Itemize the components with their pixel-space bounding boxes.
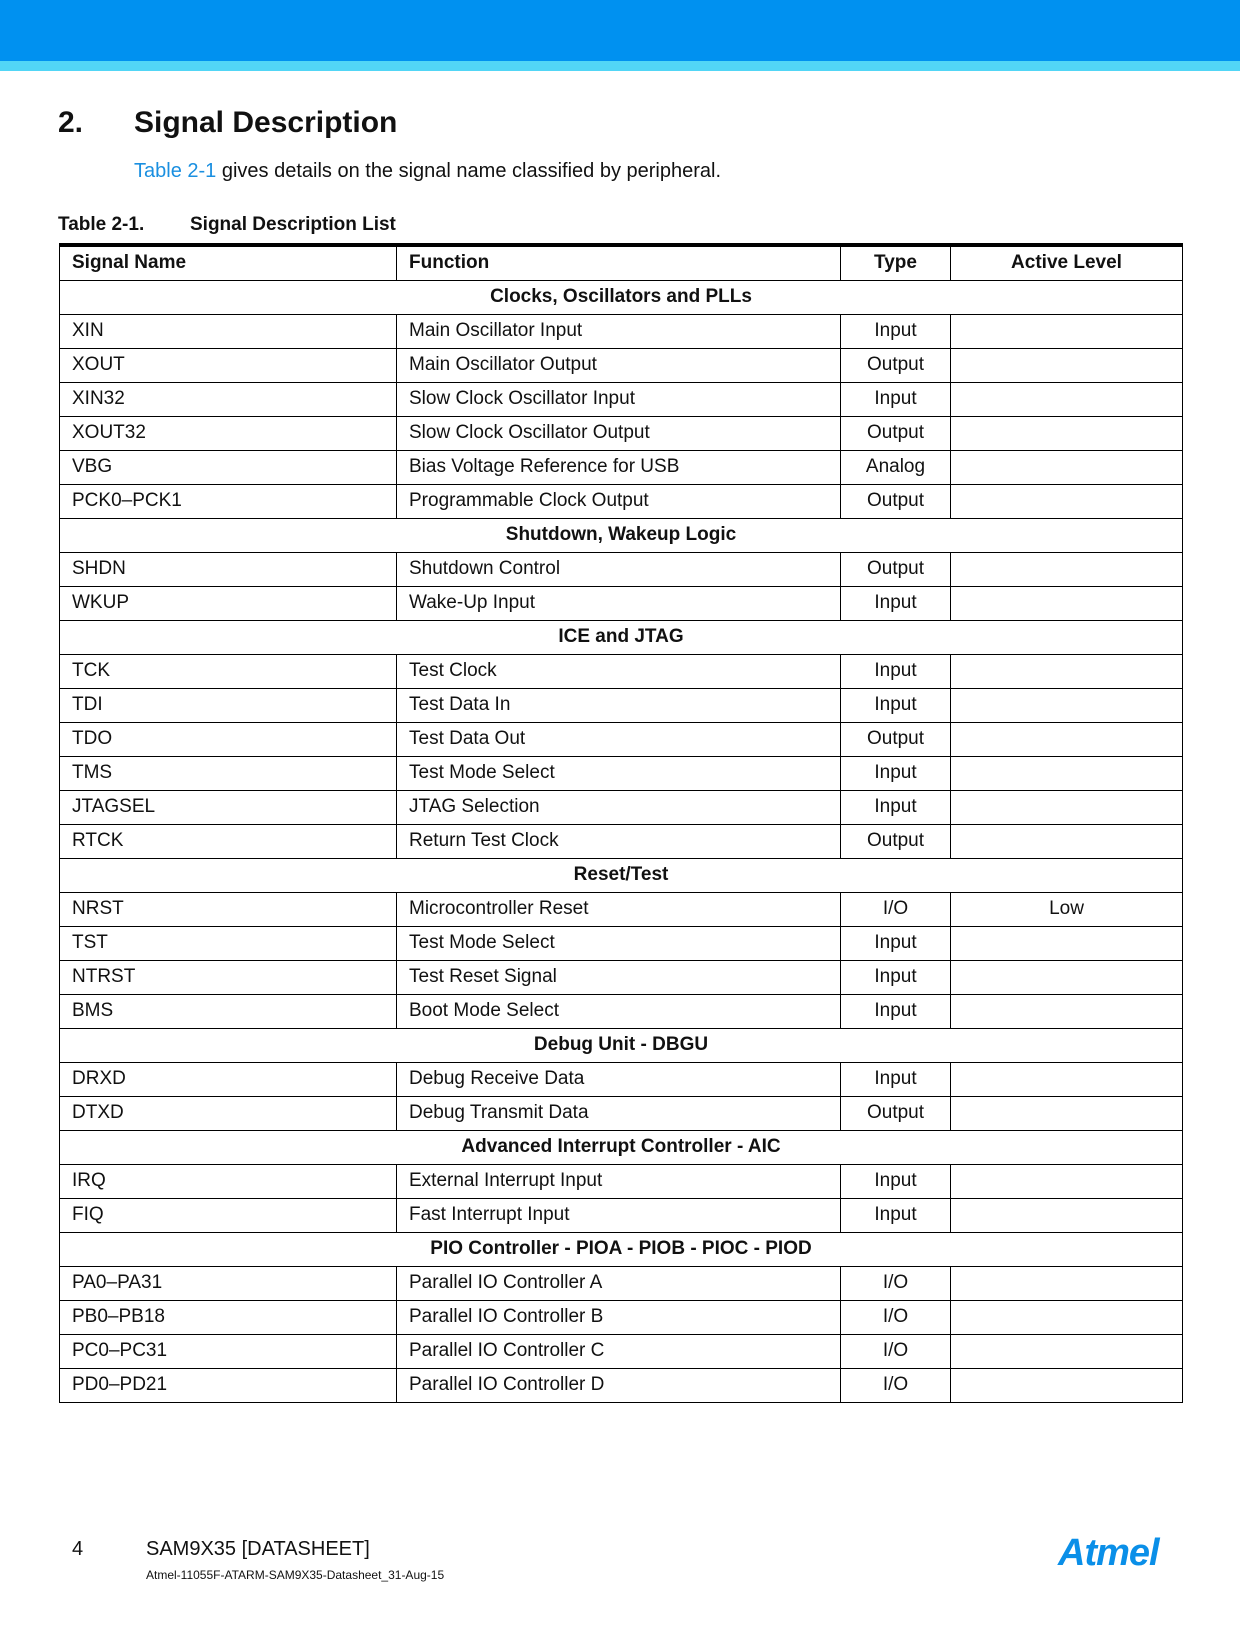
signal-name-cell: BMS — [60, 994, 397, 1028]
table-row — [60, 960, 1183, 994]
signal-name-cell: SHDN — [60, 552, 397, 586]
table-row — [60, 1300, 1183, 1334]
signal-name-cell: PC0–PC31 — [60, 1334, 397, 1368]
active-level-cell — [951, 960, 1183, 994]
header-band-accent — [0, 61, 1240, 71]
table-row — [60, 450, 1183, 484]
type-cell: Output — [841, 552, 951, 586]
table-caption-title: Signal Description List — [190, 214, 396, 235]
group-title: Reset/Test — [60, 858, 1183, 892]
signal-name-cell: NRST — [60, 892, 397, 926]
section-title: Signal Description — [134, 106, 398, 139]
table-row — [60, 722, 1183, 756]
active-level-cell — [951, 484, 1183, 518]
active-level-cell — [951, 1368, 1183, 1402]
signal-name-cell: IRQ — [60, 1164, 397, 1198]
signal-name-cell: TST — [60, 926, 397, 960]
table-row — [60, 382, 1183, 416]
group-header-row — [60, 620, 1183, 654]
group-title: ICE and JTAG — [60, 620, 1183, 654]
table-row — [60, 1096, 1183, 1130]
signal-name-cell: TDO — [60, 722, 397, 756]
footer-doc-id: Atmel-11055F-ATARM-SAM9X35-Datasheet_31-Aug-15 — [146, 1568, 445, 1582]
signal-name-cell: TMS — [60, 756, 397, 790]
active-level-cell: Low — [951, 892, 1183, 926]
active-level-cell — [951, 450, 1183, 484]
function-cell: Slow Clock Oscillator Output — [397, 416, 841, 450]
intro-paragraph — [134, 160, 721, 183]
table-row — [60, 416, 1183, 450]
active-level-cell — [951, 348, 1183, 382]
type-cell: Input — [841, 1164, 951, 1198]
footer-doc-title: SAM9X35 [DATASHEET] — [146, 1538, 370, 1560]
active-level-cell — [951, 722, 1183, 756]
function-cell: Test Mode Select — [397, 926, 841, 960]
active-level-cell — [951, 382, 1183, 416]
table-row — [60, 348, 1183, 382]
active-level-cell — [951, 314, 1183, 348]
function-cell: Debug Transmit Data — [397, 1096, 841, 1130]
signal-name-cell: PD0–PD21 — [60, 1368, 397, 1402]
function-cell: Test Data Out — [397, 722, 841, 756]
signal-description-table — [59, 243, 1183, 1403]
group-header-row — [60, 280, 1183, 314]
active-level-cell — [951, 994, 1183, 1028]
function-cell: Main Oscillator Input — [397, 314, 841, 348]
type-cell: Output — [841, 824, 951, 858]
table-row — [60, 1368, 1183, 1402]
table-row — [60, 654, 1183, 688]
active-level-cell — [951, 926, 1183, 960]
group-title: Advanced Interrupt Controller - AIC — [60, 1130, 1183, 1164]
table-body — [60, 280, 1183, 1402]
signal-name-cell: XOUT32 — [60, 416, 397, 450]
table-row — [60, 688, 1183, 722]
function-cell: Test Data In — [397, 688, 841, 722]
function-cell: Parallel IO Controller C — [397, 1334, 841, 1368]
type-cell: I/O — [841, 892, 951, 926]
group-title: PIO Controller - PIOA - PIOB - PIOC - PIOD — [60, 1232, 1183, 1266]
table-header-row — [60, 245, 1183, 280]
signal-name-cell: XIN32 — [60, 382, 397, 416]
active-level-cell — [951, 1062, 1183, 1096]
type-cell: I/O — [841, 1300, 951, 1334]
function-cell: Test Reset Signal — [397, 960, 841, 994]
active-level-cell — [951, 552, 1183, 586]
table-row — [60, 1334, 1183, 1368]
type-cell: Input — [841, 688, 951, 722]
signal-name-cell: FIQ — [60, 1198, 397, 1232]
type-cell: Input — [841, 994, 951, 1028]
intro-text: gives details on the signal name classified by peripheral. — [216, 160, 722, 182]
table-row — [60, 1062, 1183, 1096]
table-row — [60, 790, 1183, 824]
type-cell: Input — [841, 382, 951, 416]
table-row — [60, 824, 1183, 858]
active-level-cell — [951, 654, 1183, 688]
function-cell: Parallel IO Controller B — [397, 1300, 841, 1334]
function-cell: Test Clock — [397, 654, 841, 688]
signal-name-cell: XIN — [60, 314, 397, 348]
function-cell: Wake-Up Input — [397, 586, 841, 620]
active-level-cell — [951, 824, 1183, 858]
active-level-cell — [951, 1096, 1183, 1130]
function-cell: Shutdown Control — [397, 552, 841, 586]
group-header-row — [60, 1130, 1183, 1164]
table-row — [60, 926, 1183, 960]
active-level-cell — [951, 1266, 1183, 1300]
type-cell: Input — [841, 314, 951, 348]
table-row — [60, 994, 1183, 1028]
type-cell: Output — [841, 722, 951, 756]
table-row — [60, 1266, 1183, 1300]
active-level-cell — [951, 1334, 1183, 1368]
signal-name-cell: NTRST — [60, 960, 397, 994]
table-row — [60, 586, 1183, 620]
col-header-type: Type — [841, 245, 951, 280]
function-cell: Debug Receive Data — [397, 1062, 841, 1096]
signal-name-cell: VBG — [60, 450, 397, 484]
type-cell: Input — [841, 654, 951, 688]
signal-name-cell: PA0–PA31 — [60, 1266, 397, 1300]
active-level-cell — [951, 756, 1183, 790]
group-title: Debug Unit - DBGU — [60, 1028, 1183, 1062]
table-row — [60, 892, 1183, 926]
function-cell: Return Test Clock — [397, 824, 841, 858]
type-cell: Input — [841, 1062, 951, 1096]
type-cell: Input — [841, 790, 951, 824]
col-header-signal-name: Signal Name — [60, 245, 397, 280]
col-header-function: Function — [397, 245, 841, 280]
type-cell: Input — [841, 960, 951, 994]
table-caption-number: Table 2-1. — [58, 214, 145, 235]
function-cell: External Interrupt Input — [397, 1164, 841, 1198]
group-header-row — [60, 1028, 1183, 1062]
group-header-row — [60, 858, 1183, 892]
function-cell: Programmable Clock Output — [397, 484, 841, 518]
table-row — [60, 1198, 1183, 1232]
col-header-active-level: Active Level — [951, 245, 1183, 280]
function-cell: Boot Mode Select — [397, 994, 841, 1028]
type-cell: Input — [841, 926, 951, 960]
type-cell: Output — [841, 416, 951, 450]
type-cell: I/O — [841, 1266, 951, 1300]
table-row — [60, 1164, 1183, 1198]
signal-name-cell: TCK — [60, 654, 397, 688]
type-cell: Output — [841, 484, 951, 518]
type-cell: Input — [841, 586, 951, 620]
signal-name-cell: WKUP — [60, 586, 397, 620]
type-cell: Input — [841, 756, 951, 790]
signal-name-cell: DRXD — [60, 1062, 397, 1096]
type-cell: I/O — [841, 1368, 951, 1402]
type-cell: Output — [841, 1096, 951, 1130]
header-band — [0, 0, 1240, 61]
signal-name-cell: DTXD — [60, 1096, 397, 1130]
function-cell: JTAG Selection — [397, 790, 841, 824]
signal-name-cell: PCK0–PCK1 — [60, 484, 397, 518]
active-level-cell — [951, 1164, 1183, 1198]
function-cell: Slow Clock Oscillator Input — [397, 382, 841, 416]
active-level-cell — [951, 586, 1183, 620]
table-row — [60, 314, 1183, 348]
signal-name-cell: PB0–PB18 — [60, 1300, 397, 1334]
function-cell: Parallel IO Controller D — [397, 1368, 841, 1402]
active-level-cell — [951, 1198, 1183, 1232]
page-number: 4 — [72, 1538, 84, 1560]
signal-name-cell: XOUT — [60, 348, 397, 382]
atmel-logo: Atmel — [1058, 1532, 1159, 1574]
signal-name-cell: TDI — [60, 688, 397, 722]
type-cell: Output — [841, 348, 951, 382]
group-title: Shutdown, Wakeup Logic — [60, 518, 1183, 552]
active-level-cell — [951, 790, 1183, 824]
table-row — [60, 756, 1183, 790]
function-cell: Main Oscillator Output — [397, 348, 841, 382]
type-cell: I/O — [841, 1334, 951, 1368]
function-cell: Fast Interrupt Input — [397, 1198, 841, 1232]
function-cell: Parallel IO Controller A — [397, 1266, 841, 1300]
group-header-row — [60, 518, 1183, 552]
section-number: 2. — [58, 106, 84, 139]
table-row — [60, 484, 1183, 518]
function-cell: Microcontroller Reset — [397, 892, 841, 926]
signal-name-cell: RTCK — [60, 824, 397, 858]
function-cell: Bias Voltage Reference for USB — [397, 450, 841, 484]
group-header-row — [60, 1232, 1183, 1266]
type-cell: Input — [841, 1198, 951, 1232]
group-title: Clocks, Oscillators and PLLs — [60, 280, 1183, 314]
table-reference-link[interactable]: Table 2-1 — [134, 160, 217, 182]
active-level-cell — [951, 1300, 1183, 1334]
function-cell: Test Mode Select — [397, 756, 841, 790]
active-level-cell — [951, 416, 1183, 450]
signal-name-cell: JTAGSEL — [60, 790, 397, 824]
table-row — [60, 552, 1183, 586]
active-level-cell — [951, 688, 1183, 722]
type-cell: Analog — [841, 450, 951, 484]
